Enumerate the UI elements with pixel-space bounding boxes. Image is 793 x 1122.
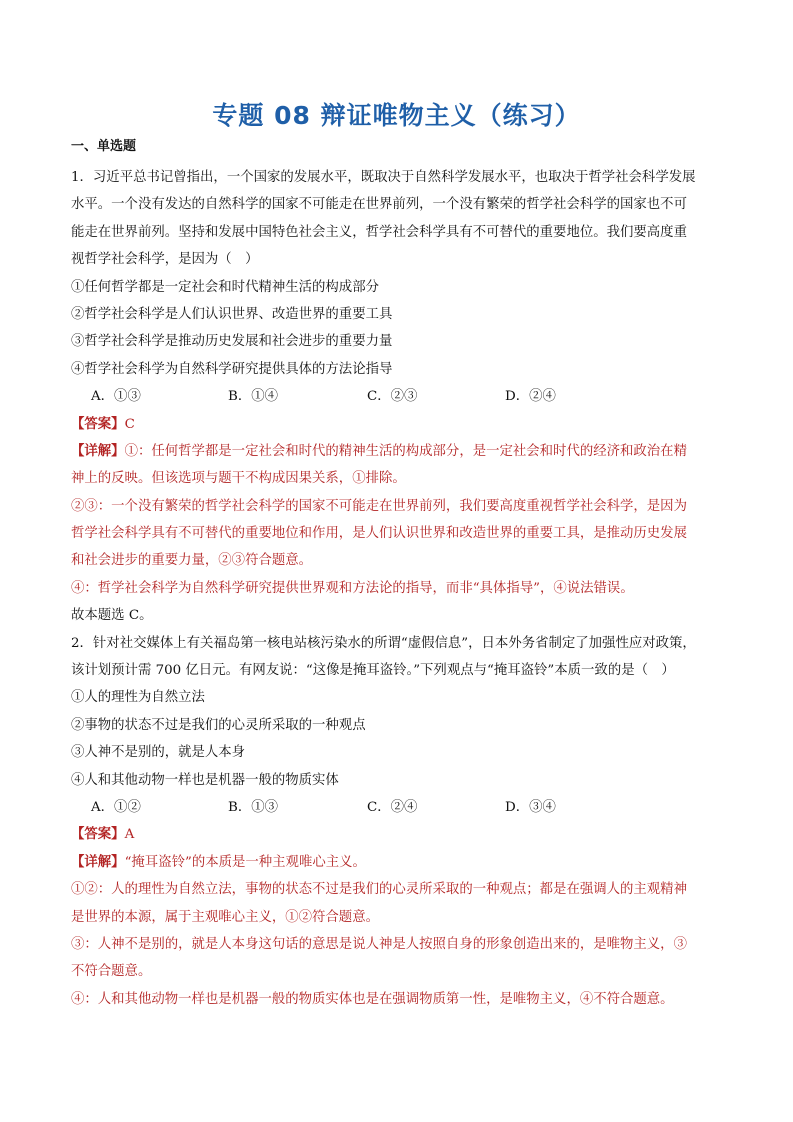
detail-line: ②③：一个没有繁荣的哲学社会科学的国家不可能走在世界前列，我们要高度重视哲学社会科学，是因为: [71, 498, 687, 514]
conclusion-line: 故本题选 C。: [71, 608, 153, 624]
option-d: D．②④: [505, 389, 556, 405]
section-heading: 一、单选题: [71, 139, 137, 154]
statement-item: ①人的理性为自然立法: [71, 690, 205, 706]
answer-tag: 【答案】: [71, 415, 125, 432]
answer-value: A: [124, 827, 135, 843]
statement-item: ④哲学社会科学为自然科学研究提供具体的方法论指导: [71, 361, 393, 377]
question-1: [71, 164, 723, 630]
option-b: B．①③: [228, 799, 279, 815]
detail-tag: 【详解】: [71, 853, 125, 870]
statement-item: ①任何哲学都是一定社会和时代精神生活的构成部分: [71, 279, 379, 295]
statement-item: ②哲学社会科学是人们认识世界、改造世界的重要工具: [71, 306, 393, 322]
detail-line: 哲学社会科学具有不可替代的重要地位和作用，是人们认识世界和改造世界的重要工具，是推动历史发展: [71, 526, 687, 542]
detail-line: 不符合题意。: [71, 964, 152, 980]
answer-options: [71, 383, 723, 410]
detail-line: [71, 849, 723, 876]
question-stem-line: 视哲学社会科学，是因为（ ）: [71, 252, 259, 268]
question-stem-line: 水平。一个没有发达的自然科学的国家不可能走在世界前列，一个没有繁荣的哲学社会科学的国家也不可: [71, 197, 687, 213]
detail-line: ①②：人的理性为自然立法，事物的状态不过是我们的心灵所采取的一种观点；都是在强调人的主观精神: [71, 882, 687, 898]
detail-line: ③：人神不是别的，就是人本身这句话的意思是说人神是人按照自身的形象创造出来的，是唯物主义，③: [71, 936, 687, 952]
question-2: [71, 630, 723, 1013]
statement-item: ②事物的状态不过是我们的心灵所采取的一种观点: [71, 717, 366, 733]
statement-item: ③人神不是别的，就是人本身: [71, 745, 246, 761]
statement-item: ③哲学社会科学是推动历史发展和社会进步的重要力量: [71, 334, 393, 350]
option-c: C．②③: [367, 389, 418, 405]
option-a: A．①③: [91, 389, 141, 405]
detail-line: 神上的反映。但该选项与题干不构成因果关系，①排除。: [71, 471, 406, 487]
option-b: B．①④: [228, 389, 279, 405]
detail-line: 是世界的本源，属于主观唯心主义，①②符合题意。: [71, 909, 379, 925]
option-a: A．①②: [91, 799, 141, 815]
detail-line: [71, 438, 723, 465]
detail-text: “掩耳盗铃”的本质是一种主观唯心主义。: [124, 854, 366, 870]
document-body: [71, 164, 723, 1013]
option-d: D．③④: [505, 799, 556, 815]
answer-options: [71, 794, 723, 821]
question-stem-line: 能走在世界前列。坚持和发展中国特色社会主义，哲学社会科学具有不可替代的重要地位。我们要高度重: [71, 224, 687, 240]
detail-line: ④：哲学社会科学为自然科学研究提供世界观和方法论的指导，而非“具体指导”，④说法错误。: [71, 580, 634, 596]
detail-line: ④：人和其他动物一样也是机器一般的物质实体也是在强调物质第一性，是唯物主义，④不符合题意。: [71, 991, 674, 1007]
question-stem-line: 2．针对社交媒体上有关福岛第一核电站核污染水的所谓“虚假信息”，日本外务省制定了加强性应对政策，: [71, 635, 696, 651]
question-stem-line: 该计划预计需 700 亿日元。有网友说：“这像是掩耳盗铃。”下列观点与“掩耳盗铃”本质一致的是（ ）: [71, 663, 675, 679]
detail-tag: 【详解】: [71, 442, 125, 459]
answer-value: C: [124, 416, 135, 432]
question-stem-line: 1．习近平总书记曾指出，一个国家的发展水平，既取决于自然科学发展水平，也取决于哲学社会科学发展: [71, 170, 696, 185]
answer-line: [71, 821, 723, 848]
statement-item: ④人和其他动物一样也是机器一般的物质实体: [71, 772, 339, 788]
page-title: 专题 08 辩证唯物主义（练习）: [212, 101, 581, 130]
detail-text: ①：任何哲学都是一定社会和时代的精神生活的构成部分，是一定社会和时代的经济和政治在精: [124, 443, 687, 459]
option-c: C．②④: [367, 799, 418, 815]
answer-line: [71, 411, 723, 438]
answer-tag: 【答案】: [71, 826, 125, 843]
detail-line: 和社会进步的重要力量，②③符合题意。: [71, 553, 313, 569]
